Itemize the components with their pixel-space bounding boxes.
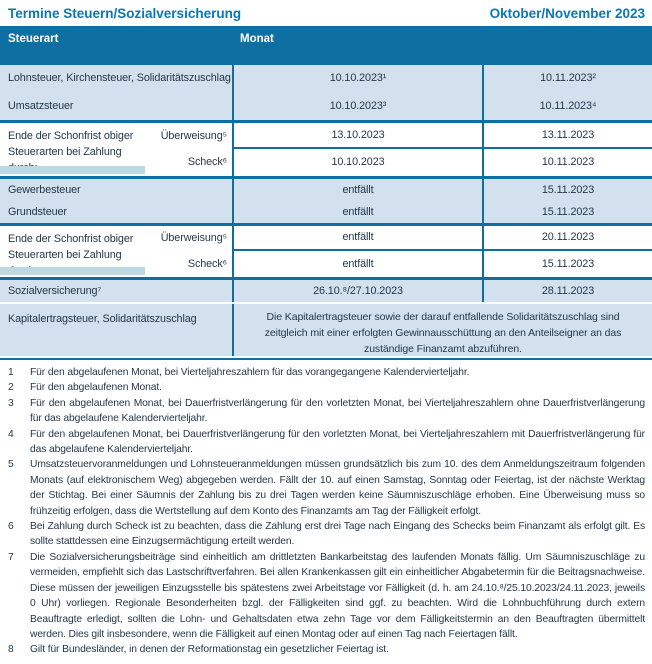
footnote-number: 1 (8, 367, 14, 378)
footnote-number: 5 (8, 459, 14, 471)
footnote-number: 3 (8, 397, 14, 409)
footnote-text: Für den abgelaufenen Monat, bei Dauerfristverlängerung für den vorletzten Monat, bei Vierteljahreszahlern mit Dauerfristverlängerung für das abgelaufene Kalendervierteljahr. (30, 428, 645, 456)
date-nov-gewerbesteuer: 15.11.2023 (482, 179, 652, 201)
footnote-1 (8, 365, 645, 380)
footnote-3 (8, 396, 645, 427)
schonfrist-label-line: Steuerarten bei Zahlung (8, 249, 122, 261)
payment-method-ueberweisung: Überweisung⁵ (160, 232, 227, 244)
schonfrist-label-1 (0, 123, 145, 176)
tax-group-lohnsteuer-umsatzsteuer (0, 65, 652, 120)
footnote-2 (8, 380, 645, 395)
footnote-text: Bei Zahlung durch Scheck ist zu beachten, dass die Zahlung erst drei Tage nach Eingang des Schecks beim Finanzamt als erfolgt gilt. Es sollte stattdessen eine Einzugsermächtigung erteilt werden. (30, 521, 645, 548)
date-nov-umsatzsteuer: 10.11.2023⁴ (482, 92, 652, 120)
date-oct-grundsteuer: entfällt (232, 201, 482, 223)
footnote-number: 2 (8, 382, 14, 394)
footnote-number: 7 (8, 551, 14, 563)
date-nov-ueberweisung-1: 13.11.2023 (482, 123, 652, 149)
footnote-text: Die Sozialversicherungsbeiträge sind einheitlich am drittletzten Bankarbeitstag des laufenden Monats fällig. Um Säumniszuschläge zu vermeiden, empfiehlt sich das Lastschriftverfahren. Bei allen Krankenkassen gilt ein einheitlicher Abgabetermin für die Beitragsnachweise. Diese müssen der jeweiligen Einzugsstelle bis spätestens zwei Arbeitstage vor Fälligkeit (d. h. am 24.10.⁸/25.10.2023/24.11.2023, jeweils 0 Uhr) vorliegen. Regionale Besonderheiten bzgl. der Fälligkeiten sind ggf. zu beachten. Wird die Lohnbuchführung durch extern Beauftragte erledigt, sollten die Lohn- und Gehaltsdaten etwa zehn Tage vor dem Fälligkeitstermin an den Beauftragten übermittelt werden. Dies gilt insbesondere, wenn die Fälligkeit auf einen Montag oder auf einen Tag nach Feiertagen fällt. (30, 551, 645, 640)
date-nov-scheck-2: 15.11.2023 (482, 251, 652, 277)
footnote-text: Gilt für Bundesländer, in denen der Reformationstag ein gesetzlicher Feiertag ist. (30, 644, 389, 656)
date-oct-ueberweisung-1: 13.10.2023 (232, 123, 482, 149)
footnote-7 (8, 550, 645, 642)
table-header-row (0, 26, 652, 65)
date-nov-ueberweisung-2: 20.11.2023 (482, 226, 652, 251)
footnote-text: Für den abgelaufenen Monat, bei Dauerfristverlängerung für den vorletzten Monat, bei Vierteljahreszahlern ohne Dauerfristverlängerung für das abgelaufene Kalendervierteljahr. (30, 397, 645, 425)
footnotes (0, 360, 652, 658)
date-oct-scheck-2: entfällt (232, 251, 482, 277)
page-title: Termine Steuern/Sozialversicherung (8, 6, 242, 21)
highlight-bar (0, 166, 145, 174)
schonfrist-group-1 (0, 123, 652, 176)
row-label-lohnsteuer: Lohnsteuer, Kirchensteuer, Solidaritätszuschlag (8, 72, 231, 84)
date-oct-umsatzsteuer: 10.10.2023³ (232, 92, 482, 120)
footnote-number: 8 (8, 644, 14, 656)
footnote-4 (8, 427, 645, 458)
date-oct-gewerbesteuer: entfällt (232, 179, 482, 201)
footnote-text: Für den abgelaufenen Monat, bei Vierteljahreszahlern für das vorangegangene Kalendervierteljahr. (30, 367, 470, 378)
footnote-text: Umsatzsteuervoranmeldungen und Lohnsteueranmeldungen müssen grundsätzlich bis zum 10. des dem Anmeldungszeitraum folgenden Monats (auf elektronischem Weg) abgegeben werden. Fällt der 10. auf einen Samstag, Sonntag oder Feiertag, ist der nächste Werktag der Stichtag. Bei einer Säumnis der Zahlung bis zu drei Tagen werden keine Säumniszuschläge erhoben. Eine Überweisung muss so frühzeitig erfolgen, dass die Wertstellung auf dem Konto des Finanzamts am Tag der Fälligkeit erfolgt. (30, 459, 645, 517)
tax-group-sozialversicherung (0, 280, 652, 302)
tax-group-gewerbe-grundsteuer (0, 179, 652, 223)
highlight-bar (0, 267, 145, 275)
footnote-8 (8, 642, 645, 657)
date-oct-scheck-1: 10.10.2023 (232, 149, 482, 176)
row-label-gewerbesteuer: Gewerbesteuer (8, 183, 81, 196)
footnote-text: Für den abgelaufenen Monat. (30, 382, 162, 394)
column-header-empty (482, 33, 652, 65)
tax-group-kapitalertragsteuer (0, 304, 652, 356)
schonfrist-group-2 (0, 226, 652, 277)
date-oct-ueberweisung-2: entfällt (232, 226, 482, 251)
schonfrist-label-line: Steuerarten bei Zahlung (8, 146, 122, 158)
payment-method-scheck: Scheck⁶ (187, 156, 227, 168)
payment-method-scheck: Scheck⁶ (187, 257, 227, 270)
date-nov-scheck-1: 10.11.2023 (482, 149, 652, 176)
footnote-number: 4 (8, 428, 14, 440)
period-label: Oktober/November 2023 (489, 6, 645, 21)
date-nov-lohnsteuer: 10.11.2023² (482, 65, 652, 92)
deadline-table (0, 26, 652, 360)
date-oct-lohnsteuer: 10.10.2023¹ (232, 65, 482, 92)
payment-method-ueberweisung: Überweisung⁵ (160, 129, 227, 142)
footnote-number: 6 (8, 521, 14, 533)
row-label-kapitalertragsteuer: Kapitalertragsteuer, Solidaritätszuschlag (8, 313, 197, 325)
footnote-6 (8, 519, 645, 550)
schonfrist-label-line: Ende der Schonfrist obiger (8, 233, 134, 245)
kapitalertragsteuer-note: Die Kapitalertragsteuer sowie der darauf entfallende Solidaritätszuschlag sind zeitgleich mit einer erfolgten Gewinnausschüttung an den Anteilseigner an das zuständige Finanzamt abzuführen. (232, 304, 652, 356)
column-header-monat: Monat (240, 33, 274, 45)
titlebar (0, 0, 652, 26)
schonfrist-label-line: Ende der Schonfrist obiger (8, 130, 134, 142)
date-nov-sozialversicherung: 28.11.2023 (482, 280, 652, 302)
column-header-steuerart: Steuerart (8, 33, 59, 45)
date-oct-sozialversicherung: 26.10.⁸/27.10.2023 (232, 280, 482, 302)
row-label-sozialversicherung: Sozialversicherung⁷ (8, 284, 102, 297)
row-label-umsatzsteuer: Umsatzsteuer (8, 99, 74, 112)
footnote-5 (8, 457, 645, 519)
schonfrist-label-2 (0, 226, 145, 277)
date-nov-grundsteuer: 15.11.2023 (482, 201, 652, 223)
row-label-grundsteuer: Grundsteuer (8, 205, 67, 218)
